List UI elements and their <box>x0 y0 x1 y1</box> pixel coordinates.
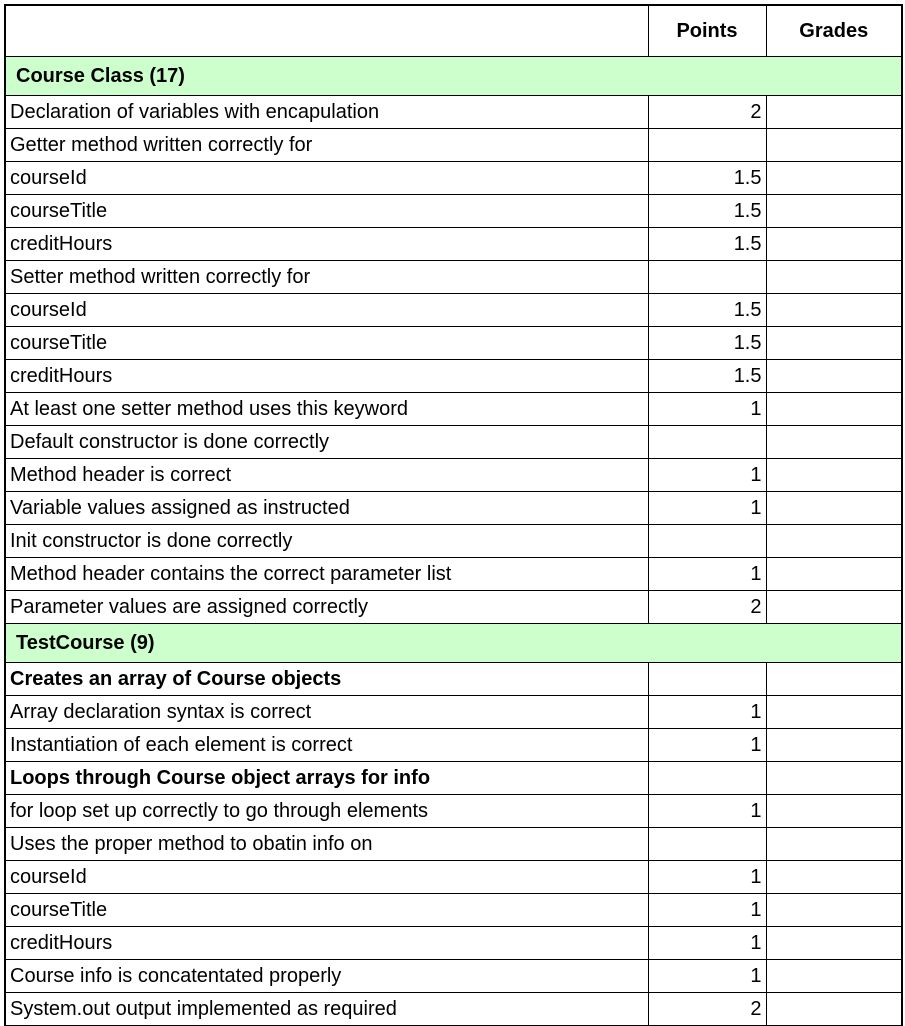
grade-cell[interactable] <box>766 228 902 261</box>
rubric-row <box>5 459 902 492</box>
rubric-row <box>5 894 902 927</box>
rubric-row <box>5 360 902 393</box>
rubric-row <box>5 558 902 591</box>
section-title: Course Class (17) <box>5 57 902 96</box>
points-cell: 1.5 <box>648 327 766 360</box>
criterion-label: Getter method written correctly for <box>5 129 648 162</box>
points-cell <box>648 828 766 861</box>
points-cell: 1.5 <box>648 360 766 393</box>
points-cell: 1 <box>648 927 766 960</box>
rubric-row <box>5 261 902 294</box>
criterion-label: Variable values assigned as instructed <box>5 492 648 525</box>
grade-cell[interactable] <box>766 663 902 696</box>
points-cell <box>648 663 766 696</box>
rubric-row <box>5 195 902 228</box>
points-cell <box>648 129 766 162</box>
section-row-test-course <box>5 624 902 663</box>
points-cell: 1.5 <box>648 195 766 228</box>
criterion-label: courseTitle <box>5 894 648 927</box>
rubric-row <box>5 591 902 624</box>
points-cell: 1.5 <box>648 162 766 195</box>
grade-cell[interactable] <box>766 861 902 894</box>
criterion-label: Init constructor is done correctly <box>5 525 648 558</box>
rubric-row <box>5 228 902 261</box>
section-row-course-class <box>5 57 902 96</box>
criterion-label: Default constructor is done correctly <box>5 426 648 459</box>
header-item-cell <box>5 5 648 57</box>
points-cell: 1 <box>648 861 766 894</box>
points-cell: 1 <box>648 459 766 492</box>
rubric-row <box>5 828 902 861</box>
grade-cell[interactable] <box>766 762 902 795</box>
criterion-label: System.out output implemented as required <box>5 993 648 1026</box>
grade-cell[interactable] <box>766 993 902 1026</box>
grade-cell[interactable] <box>766 828 902 861</box>
points-cell: 2 <box>648 591 766 624</box>
criterion-label: courseId <box>5 162 648 195</box>
rubric-row <box>5 96 902 129</box>
grade-cell[interactable] <box>766 459 902 492</box>
grade-cell[interactable] <box>766 162 902 195</box>
criterion-label: courseTitle <box>5 327 648 360</box>
criterion-label: Setter method written correctly for <box>5 261 648 294</box>
rubric-row <box>5 327 902 360</box>
criterion-label: Array declaration syntax is correct <box>5 696 648 729</box>
points-cell <box>648 762 766 795</box>
header-row <box>5 5 902 57</box>
rubric-row <box>5 525 902 558</box>
points-cell: 1.5 <box>648 294 766 327</box>
grade-cell[interactable] <box>766 294 902 327</box>
rubric-row <box>5 492 902 525</box>
criterion-group-label: Loops through Course object arrays for info <box>5 762 648 795</box>
criterion-group-label: Creates an array of Course objects <box>5 663 648 696</box>
rubric-row <box>5 927 902 960</box>
section-title: TestCourse (9) <box>5 624 902 663</box>
header-grades: Grades <box>766 5 902 57</box>
grade-cell[interactable] <box>766 558 902 591</box>
criterion-label: courseTitle <box>5 195 648 228</box>
grade-cell[interactable] <box>766 195 902 228</box>
grade-cell[interactable] <box>766 795 902 828</box>
rubric-row <box>5 294 902 327</box>
criterion-label: Declaration of variables with encapulation <box>5 96 648 129</box>
points-cell: 1 <box>648 960 766 993</box>
points-cell: 1 <box>648 393 766 426</box>
grade-cell[interactable] <box>766 426 902 459</box>
points-cell <box>648 261 766 294</box>
grade-cell[interactable] <box>766 327 902 360</box>
grade-cell[interactable] <box>766 360 902 393</box>
rubric-row <box>5 663 902 696</box>
rubric-row <box>5 129 902 162</box>
rubric-row <box>5 696 902 729</box>
points-cell: 1 <box>648 492 766 525</box>
criterion-label: At least one setter method uses this keyword <box>5 393 648 426</box>
criterion-label: Uses the proper method to obatin info on <box>5 828 648 861</box>
header-points: Points <box>648 5 766 57</box>
criterion-label: creditHours <box>5 228 648 261</box>
rubric-row <box>5 162 902 195</box>
rubric-row <box>5 861 902 894</box>
rubric-row <box>5 795 902 828</box>
grade-cell[interactable] <box>766 894 902 927</box>
rubric-row <box>5 993 902 1026</box>
rubric-row <box>5 426 902 459</box>
grade-cell[interactable] <box>766 129 902 162</box>
grade-cell[interactable] <box>766 729 902 762</box>
rubric-row <box>5 393 902 426</box>
points-cell: 1 <box>648 696 766 729</box>
points-cell: 1.5 <box>648 228 766 261</box>
criterion-label: Method header contains the correct parameter list <box>5 558 648 591</box>
rubric-row <box>5 960 902 993</box>
grade-cell[interactable] <box>766 492 902 525</box>
criterion-label: Course info is concatentated properly <box>5 960 648 993</box>
points-cell: 2 <box>648 96 766 129</box>
grade-cell[interactable] <box>766 696 902 729</box>
grade-cell[interactable] <box>766 96 902 129</box>
rubric-row <box>5 729 902 762</box>
criterion-label: courseId <box>5 861 648 894</box>
grade-cell[interactable] <box>766 261 902 294</box>
grade-cell[interactable] <box>766 591 902 624</box>
grade-cell[interactable] <box>766 525 902 558</box>
criterion-label: creditHours <box>5 927 648 960</box>
criterion-label: Method header is correct <box>5 459 648 492</box>
points-cell: 1 <box>648 795 766 828</box>
criterion-label: courseId <box>5 294 648 327</box>
points-cell: 1 <box>648 729 766 762</box>
grade-cell[interactable] <box>766 393 902 426</box>
criterion-label: for loop set up correctly to go through elements <box>5 795 648 828</box>
points-cell: 1 <box>648 894 766 927</box>
points-cell: 1 <box>648 558 766 591</box>
grade-cell[interactable] <box>766 960 902 993</box>
grading-rubric-table <box>4 4 903 1026</box>
grade-cell[interactable] <box>766 927 902 960</box>
points-cell: 2 <box>648 993 766 1026</box>
criterion-label: creditHours <box>5 360 648 393</box>
rubric-row <box>5 762 902 795</box>
points-cell <box>648 426 766 459</box>
criterion-label: Parameter values are assigned correctly <box>5 591 648 624</box>
criterion-label: Instantiation of each element is correct <box>5 729 648 762</box>
points-cell <box>648 525 766 558</box>
